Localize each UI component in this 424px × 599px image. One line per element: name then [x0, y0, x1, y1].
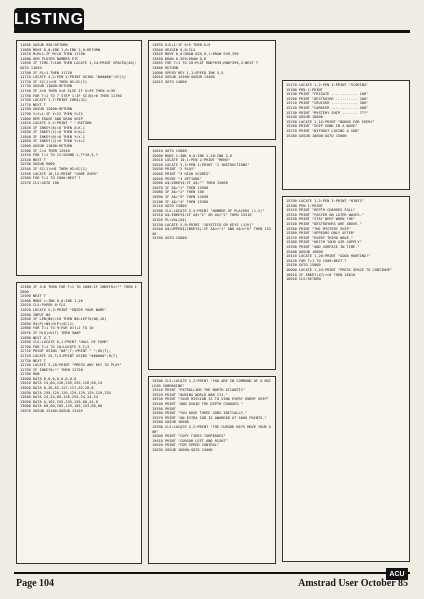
listing-header-label: LISTING — [13, 11, 85, 28]
page-number: Page 104 — [16, 578, 55, 589]
footer-rule — [14, 572, 410, 574]
listing-block — [282, 196, 410, 562]
listing-code: 15500 CLS:LOCATE 2,2:PRINT "YOU ARE IN COMMAND OF A NUCLEAR SUBMARINE" 15510 PRINT "PATROLLING THE NORTH ATLANTIC" 15520 PRINT "DURING WORLD WAR III." 15530 PRINT "YOUR MISSION IS TO SINK EVERY ENEMY SHIP" 15540 PRINT "AND AVOID THE DEPTH CHARGES." 15550 PRINT 15560 PRINT "YOU HAVE THREE SUBS INITIALLY," 15570 PRINT "AN EXTRA SUB IS AWARDED AT 5000 POINTS." 15580 GOSUB 16000 15590 CLS:LOCATE 2,2:PRINT "THE CURSOR KEYS MOVE YOUR SUB" 15600 PRINT "COPY FIRES TORPEDOES" 15610 PRINT "CURSOR LEFT AND RIGHT" 15620 PRINT "FOR SPEED CONTROL" 15630 GOSUB 16000:GOTO 15000 — [152, 379, 271, 452]
listing-code: 11650 GOSUB 950:RETURN 11660 MOVE 0,0:INK 1,0:INK 2,0:RETURN 11670 M=M+1:IF M>10 THEN 11700 11680 REM PLAYER NUMBER ETC 11690 IF TIME-T>100 THEN LOCATE 1,24:PRINT SPACE$(40):GOTO 11650 11700 IF PL=1 THEN 11720 11710 LOCATE 4,2:PEN 2:PRINT USING "######";SC(1) 11720 IF SC(1)>HI THEN HI=SC(1) 11730 GOSUB 11800:RETURN 11740 IF X<0 THEN X=0 ELSE IF X>39 THEN X=39 11750 FOR T=1 TO 7 STEP 1:IF SC(N)>0 THEN 11780 11760 LOCATE 1,T:PRINT CHR$(32) 11770 NEXT T 11780 GOSUB 12000:RETURN 11790 Y=Y+1:IF Y>22 THEN Y=22 11800 REM ERASE AND DRAW SHIP 11810 LOCATE X,Y:PRINT " ":RETURN 11820 IF INKEY(8)=0 THEN X=X-1 11830 IF INKEY(1)=0 THEN X=X+1 11840 IF INKEY(0)=0 THEN Y=Y-1 11850 IF INKEY(2)=0 THEN Y=Y+1 11860 GOSUB 11800:RETURN 12500 IF C<4 THEN 12540 12510 FOR T=1 TO 12:SOUND 1,T*10,5,7 12520 NEXT T 12530 GOSUB 9600 12540 IF SC(1)>HI THEN HI=SC(1) 12550 LOCATE 10,12:PRINT "GAME OVER" 12560 FOR T=1 TO 2000:NEXT T 12570 CLS:GOTO 100 — [20, 43, 137, 185]
listing-code: 13835 E=E+1:IF E>5 THEN E=5 13840 ORIGIN 0,0:CLG 13845 MOVE 0,0:DRAW 639,0,1:DRAW 639,399 13850 DRAW 0,399:DRAW 0,0 13855 FOR T=1 TO 20:PLOT RND*639,RND*399,2:NEXT T 13860 RETURN 14000 SPEED KEY 1,1:SPEED INK 5,5 14010 GOSUB 14300:GOSUB 14400 14015 GOTO 14600 — [152, 43, 259, 84]
listing-code: 15170 LOCATE 1,2:PEN 2:PRINT "SCORING" 15180 PEN 1:PRINT 15190 PRINT "FRIGATE ............ 100" 15200 PRINT "DESTROYER .......... 200" 15210 PRINT "CRUISER ............ 300" 15220 PRINT "CARRIER ............ 500" 15230 PRINT "MYSTERY SHIP ....... ???" 15240 GOSUB 16000 15250 LOCATE 1,15:PRINT "BONUS FOR EVERY" 15260 PRINT "SHIP SUNK IN A WAVE" 15270 PRINT "WITHOUT LOSING A SUB" 15280 GOSUB 16000:GOTO 15000 — [286, 83, 375, 138]
listing-block — [16, 282, 142, 564]
acu-logo: ACU — [386, 568, 408, 580]
listing-code: 14010 GOTO 15000 15000 MODE 1:INK 0,0:INK 1,26:INK 2,6 15010 LOCATE 10,1:PEN 2:PRINT "MENU" 15020 LOCATE 3,3:PEN 1:PRINT "1 INSTRUCTIONS" 15030 PRINT "2 PLAY" 15040 PRINT "3 HIGH SCORES" 15050 PRINT "4 OPTIONS" 15060 A$=INKEY$:IF A$="" THEN 15060 15070 IF A$="1" THEN 15500 15080 IF A$="2" THEN 100 15090 IF A$="3" THEN 12690 15100 IF A$="4" THEN 15300 15110 GOTO 15060 15300 CLS:LOCATE 5,5:PRINT "NUMBER OF PLAYERS (1-2)" 15310 A$=INKEY$:IF A$<"1" OR A$>"2" THEN 15310 15320 PL=VAL(A$) 15330 LOCATE 5,8:PRINT "JOYSTICK OR KEYS (J/K)" 15340 A$=UPPER$(INKEY$):IF A$<>"J" AND A$<>"K" THEN 15340 15350 GOTO 15000 — [152, 149, 271, 241]
listing-header — [14, 8, 84, 32]
listing-block — [16, 40, 142, 276]
listing-block — [148, 40, 276, 140]
magazine-issue: Amstrad User October 85 — [298, 578, 408, 589]
listing-code: 12580 IF Z=0 THEN FOR T=1 TO 2000:IF INKEY$<>"" THEN 12600 12590 NEXT T 12600 MODE 1:INK 0,0:INK 1,26 12610 CLS:PAPER 0:CLS 12620 LOCATE 5,2:PRINT "ENTER YOUR NAME" 12630 INPUT N$ 12640 IF LEN(N$)>10 THEN N$=LEFT$(N$,10) 12650 H$(P)=N$:H(P)=SC(1) 12660 FOR T=1 TO 9:FOR U=T+1 TO 10 12670 IF H(U)>H(T) THEN SWAP 12680 NEXT U,T 12690 CLS:LOCATE 8,1:PRINT "HALL OF FAME" 12700 FOR T=1 TO 10:LOCATE 5,T+3 12710 PRINT USING "##";T;:PRINT " ";H$(T); 12720 LOCATE 25,T+3:PRINT USING "######";H(T) 12730 NEXT T 12740 LOCATE 3,18:PRINT "PRESS ANY KEY TO PLAY" 12750 IF INKEY$="" THEN 12750 12760 RUN 13000 DATA 0,0,0,0,0,0,0,0 13010 DATA 24,60,126,255,255,126,60,24 13020 DATA 8,28,62,127,127,62,28,8 13030 DATA 255,129,129,129,129,129,129,255 13040 DATA 24,24,60,126,255,24,24,24 13050 DATA 0,102,255,255,126,60,24,0 13060 DATA 60,66,165,129,165,153,66,60 13070 GOSUB 13100:GOSUB 13165 — [20, 285, 137, 414]
listing-block — [282, 80, 410, 190]
listing-code: 15290 LOCATE 1,2:PEN 2:PRINT "HINTS" 15300 PEN 1:PRINT 15310 PRINT "DEPTH CHARGES FALL" 15320 PRINT "FASTER ON LATER WAVES." 15330 PRINT "STAY DEEP WHEN THE" 15340 PRINT "DESTROYERS ARE ABOVE." 15350 PRINT "THE MYSTERY SHIP" 15360 PRINT "APPEARS ONLY AFTER" 15370 PRINT "EVERY THIRD WAVE." 15380 PRINT "WATCH YOUR AIR SUPPLY" 15390 PRINT "AND SURFACE IN TIME." 15400 GOSUB 16000 15410 LOCATE 1,20:PRINT "GOOD HUNTING!" 15420 FOR T=1 TO 1500:NEXT T 15430 GOTO 15000 16000 LOCATE 1,24:PRINT "PRESS SPACE TO CONTINUE" 16010 IF INKEY(47)<>0 THEN 16010 16020 CLS:RETURN — [286, 199, 393, 282]
listing-block — [148, 146, 276, 370]
header-rule — [14, 30, 410, 33]
listing-block — [148, 376, 276, 564]
